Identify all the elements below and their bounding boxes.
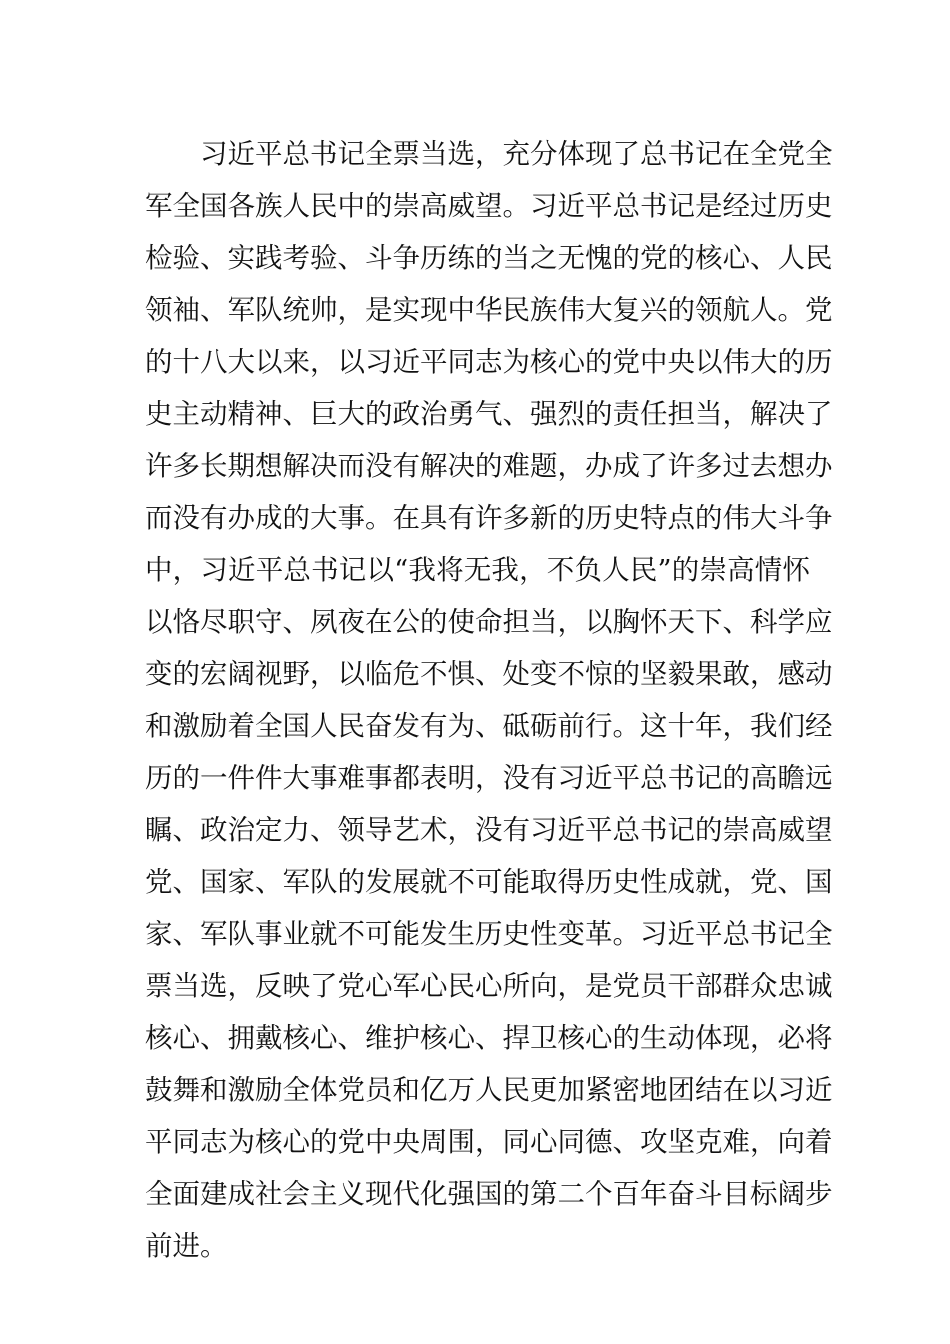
paragraph-line: 和激励着全国人民奋发有为、砥砺前行。这十年，我们经 bbox=[145, 710, 833, 742]
paragraph-line: 鼓舞和激励全体党员和亿万人民更加紧密地团结在以习近 bbox=[145, 1074, 833, 1106]
paragraph-line: 而没有办成的大事。在具有许多新的历史特点的伟大斗争 bbox=[145, 502, 833, 534]
paragraph-line: 许多长期想解决而没有解决的难题，办成了许多过去想办 bbox=[145, 450, 833, 482]
paragraph-line: 中，习近平总书记以“我将无我，不负人民”的崇高情怀 bbox=[145, 554, 810, 586]
paragraph-line: 历的一件件大事难事都表明，没有习近平总书记的高瞻远 bbox=[145, 762, 833, 794]
paragraph-line: 瞩、政治定力、领导艺术，没有习近平总书记的崇高威望 bbox=[145, 814, 833, 846]
paragraph-line: 变的宏阔视野，以临危不惧、处变不惊的坚毅果敢，感动 bbox=[145, 658, 833, 690]
paragraph-line: 家、军队事业就不可能发生历史性变革。习近平总书记全 bbox=[145, 918, 833, 950]
paragraph-line: 平同志为核心的党中央周围，同心同德、攻坚克难，向着 bbox=[145, 1126, 833, 1158]
paragraph-line: 军全国各族人民中的崇高威望。习近平总书记是经过历史 bbox=[145, 190, 833, 222]
paragraph-line: 核心、拥戴核心、维护核心、捍卫核心的生动体现，必将 bbox=[145, 1022, 833, 1054]
paragraph-line: 检验、实践考验、斗争历练的当之无愧的党的核心、人民 bbox=[145, 242, 833, 274]
paragraph-line: 领袖、军队统帅，是实现中华民族伟大复兴的领航人。党 bbox=[145, 294, 833, 326]
paragraph-line: 党、国家、军队的发展就不可能取得历史性成就，党、国 bbox=[145, 866, 833, 898]
paragraph-line: 票当选，反映了党心军心民心所向，是党员干部群众忠诚 bbox=[145, 970, 833, 1002]
paragraph-line: 史主动精神、巨大的政治勇气、强烈的责任担当，解决了 bbox=[145, 398, 833, 430]
paragraph-line: 习近平总书记全票当选，充分体现了总书记在全党全 bbox=[200, 138, 833, 170]
paragraph-line: 前进。 bbox=[145, 1230, 228, 1262]
paragraph-line: 的十八大以来，以习近平同志为核心的党中央以伟大的历 bbox=[145, 346, 833, 378]
paragraph-line: 全面建成社会主义现代化强国的第二个百年奋斗目标阔步 bbox=[145, 1178, 833, 1210]
body-paragraph bbox=[145, 128, 833, 1272]
paragraph-line: 以恪尽职守、夙夜在公的使命担当，以胸怀天下、科学应 bbox=[145, 606, 833, 638]
